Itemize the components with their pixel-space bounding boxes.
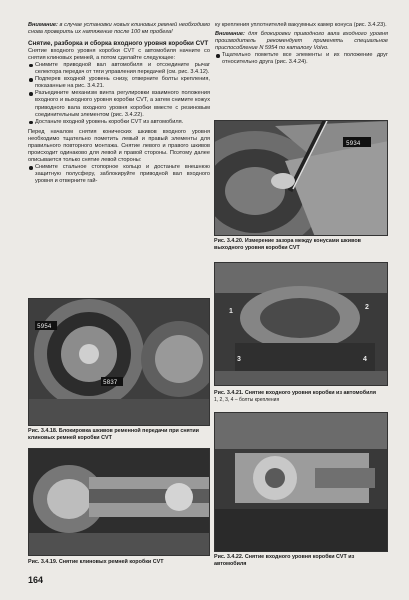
- step-item: Снимите приводной вал автомобиля и отсоедините рычаг селектора передач от тяги управления передачей (см. рис. 3.4.12).: [28, 62, 210, 76]
- figure-3-4-21-title: Рис. 3.4.21. Снятие входного уровня коробки из автомобиля: [214, 390, 376, 396]
- step-item: Подперев входной уровень снизу, отверните болты крепления, показанные на рис. 3.4.21.: [28, 76, 210, 90]
- pulley-paragraph: Перед началом снятия конических шкивов входного уровня необходимо тщательно пометить левый и правый элементы для правильного повторного монтажа. Снятие левого и правого шкивов происходит одинаково для левой и правой стороны. Поэтому далее описывается только снятие левой стороны:: [28, 128, 210, 164]
- right-text-column: [215, 22, 388, 67]
- tool-label-5954: 5954: [37, 323, 52, 330]
- step-item: Достаньте входной уровень коробки CVT из автомобиля.: [28, 119, 210, 126]
- belt-removal-photo: [29, 449, 210, 556]
- warning-label: Внимание:: [215, 31, 245, 38]
- figure-3-4-22-photo: [214, 412, 388, 552]
- steps-list: [28, 62, 210, 126]
- gauge-measurement-photo: [215, 121, 388, 236]
- warning-note-2: [215, 31, 388, 52]
- intro-paragraph: Снятие входного уровня коробки CVT с автомобиля начните со снятия клиновых ремней, а потом сделайте следующее:: [28, 47, 210, 61]
- steps-list-2: [28, 164, 210, 185]
- pulley-lock-photo: [29, 299, 210, 426]
- section-title: Снятие, разборка и сборка входного уровня коробки CVT: [28, 40, 209, 48]
- figure-3-4-20-caption: Рис. 3.4.20. Измерение зазора между конусами шкивов выходного уровня коробки CVT: [214, 238, 361, 251]
- marker-2: 2: [365, 304, 369, 311]
- figure-3-4-21-subcaption: 1, 2, 3, 4 – болты крепления: [214, 396, 280, 403]
- figure-3-4-21-caption: [214, 390, 388, 403]
- figure-3-4-19-photo: [28, 448, 210, 556]
- figure-3-4-20-photo: [214, 120, 388, 236]
- page-number: 164: [28, 575, 44, 585]
- continued-text: ку крепления уплотнителей вакуумных камер конуса (рис. 3.4.23).: [215, 22, 387, 28]
- figure-3-4-19-caption: Рис. 3.4.19. Снятие клиновых ремней коробки CVT: [28, 559, 164, 565]
- warning-text: в случае установки новых клиновых ремней необходимо снова проверить их натяжение после 100 км пробега!: [28, 22, 210, 36]
- input-stage-out-photo: [215, 413, 388, 552]
- figure-3-4-21-photo: [214, 262, 388, 386]
- step-item: Разъедините механизм винта регулировки взаимного положения входного и выходного уровня коробки CVT, а затем снимите кожух приводного вала входного уровня коробки вместе с резиновым соединительным элементом (рис. 3.4.22).: [28, 90, 210, 118]
- step-item: Тщательно пометьте все элементы и их положение друг относительно друга (рис. 3.4.24).: [215, 52, 388, 66]
- tool-label-5934: 5934: [346, 140, 361, 147]
- marker-1: 1: [229, 308, 233, 315]
- figure-3-4-18-caption: Рис. 3.4.18. Блокировка шкивов ременной передачи при снятии клиновых ремней коробки CVT: [28, 428, 199, 441]
- figure-3-4-22-caption: Рис. 3.4.22. Снятие входного уровня коробки CVT из автомобиля: [214, 554, 355, 567]
- warning-note: [28, 22, 210, 36]
- left-text-column: [28, 22, 210, 186]
- input-stage-removal-photo: [215, 263, 388, 386]
- marker-3: 3: [237, 356, 241, 363]
- steps-list-3: [215, 52, 388, 66]
- step-item: Снимите стальное стопорное кольцо и достаньте внешнюю защитную полусферу, заблокируйте приводной вал входного уровня и отверните гай-: [28, 164, 210, 185]
- tool-label-5837: 5837: [103, 379, 118, 386]
- warning-label: Внимание:: [28, 22, 58, 28]
- warning-text: для блокировки приводного вала входного уровня производитель рекомендует применять специальное приспособление N 5954 по каталогу Volvo.: [215, 31, 388, 52]
- figure-3-4-18-photo: [28, 298, 210, 426]
- marker-4: 4: [363, 356, 367, 363]
